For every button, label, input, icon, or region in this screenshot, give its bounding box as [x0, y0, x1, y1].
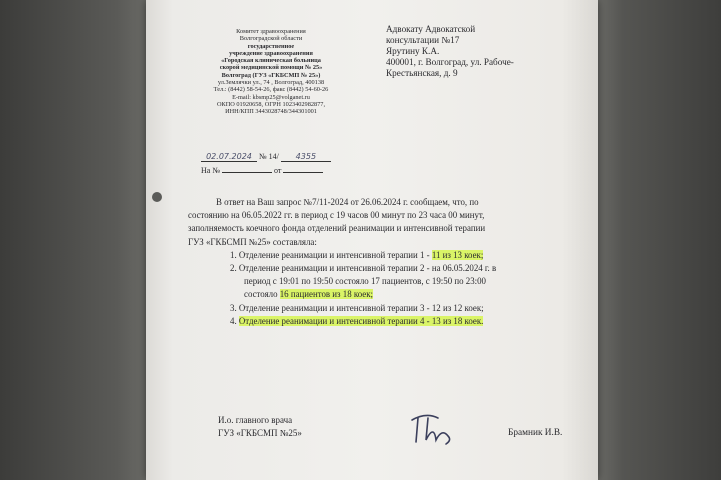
body-intro-line: ГУЗ «ГКБСМП №25» составляла:: [188, 236, 317, 247]
punch-hole: [152, 192, 162, 202]
signatory-title: И.о. главного врача: [218, 415, 293, 425]
list-item: [188, 262, 496, 275]
addressee-block: [386, 24, 514, 79]
background-left: [0, 0, 146, 480]
sender-line: государственное: [247, 42, 295, 50]
registration-number-prefix: № 14/: [259, 152, 279, 161]
sender-line: учреждение здравоохранения: [229, 49, 313, 57]
sender-line: «Городская клиническая больница: [221, 57, 321, 65]
addressee-line: Крестьянская, д. 9: [386, 68, 458, 78]
body-intro-line: В ответ на Ваш запрос №7/11-2024 от 26.06.2024 г. сообщаем, что, по: [216, 197, 479, 207]
list-item-continuation: период с 19:01 по 19:50 состояло 17 пациентов, с 19:50 по 23:00: [244, 276, 486, 287]
registration-date: 02.07.2024: [206, 152, 252, 161]
list-item-text: Отделение реанимации и интенсивной терапии 1 -: [238, 249, 432, 260]
reference-on-label: На №: [201, 166, 220, 175]
list-item-number: 3.: [230, 302, 237, 313]
list-item-text: Отделение реанимации и интенсивной терапии 3 - 12 из 12 коек;: [238, 302, 484, 313]
list-item: [188, 249, 496, 262]
list-item-number: 1.: [230, 249, 237, 260]
list-item: [188, 315, 496, 328]
list-item-text: состояло: [244, 289, 280, 300]
signatory-organization: ГУЗ «ГКБСМП №25»: [218, 427, 302, 438]
reference-from-label: от: [273, 166, 282, 175]
highlighted-text: 16 пациентов из 18 коек;: [279, 289, 374, 300]
sender-line: Волгоград (ГУЗ «ГКБСМП № 25»): [221, 71, 321, 79]
highlighted-text: Отделение реанимации и интенсивной терапии 4 - 13 из 18 коек.: [238, 315, 484, 326]
signatory-position: [218, 414, 302, 439]
registration-line: [201, 152, 331, 162]
signatory-name: Брамник И.В.: [508, 428, 563, 438]
sender-line: E-mail: kbsmp25@volganet.ru: [232, 93, 310, 101]
addressee-line: Ярутину К.А.: [386, 46, 440, 56]
sender-line: ОКПО 01920658, ОГРН 1023402982877,: [216, 100, 326, 108]
list-item-text: Отделение реанимации и интенсивной терапии 2 - на 06.05.2024 г. в: [238, 263, 497, 274]
sender-line: скорой медицинской помощи № 25»: [219, 64, 323, 72]
highlighted-text: 11 из 13 коек;: [431, 249, 484, 260]
document-page: [146, 0, 598, 480]
list-item-number: 4.: [230, 315, 237, 326]
sender-line: Волгоградской области: [239, 35, 303, 43]
registration-number: 4355: [295, 152, 317, 161]
list-item-continuation: [188, 288, 496, 301]
body-intro-line: состоянию на 06.05.2022 гг. в период с 19 часов 00 минут по 23 часа 00 минут,: [188, 210, 485, 221]
addressee-line: консультации №17: [386, 35, 460, 45]
sender-line: ул.Землячки ул., 74 , Волгоград, 400138: [217, 79, 325, 87]
body-intro-line: заполняемость коечного фонда отделений реанимации и интенсивной терапии: [188, 223, 486, 234]
letter-body: [188, 196, 496, 328]
reference-line: [201, 166, 323, 175]
list-item-number: 2.: [230, 263, 237, 274]
handwritten-signature: [408, 410, 458, 450]
sender-block: [196, 28, 346, 116]
sender-line: Комитет здравоохранения: [236, 28, 306, 35]
addressee-line: 400001, г. Волгоград, ул. Рабоче-: [386, 57, 514, 67]
list-item: [188, 302, 496, 315]
addressee-line: Адвокату Адвокатской: [386, 24, 476, 34]
sender-line: ИНН/КПП 3443028748/344301001: [225, 108, 317, 116]
background-right: [598, 0, 721, 480]
sender-line: Тел.: (8442) 58-54-26, факс (8442) 54-60-26: [213, 86, 329, 94]
